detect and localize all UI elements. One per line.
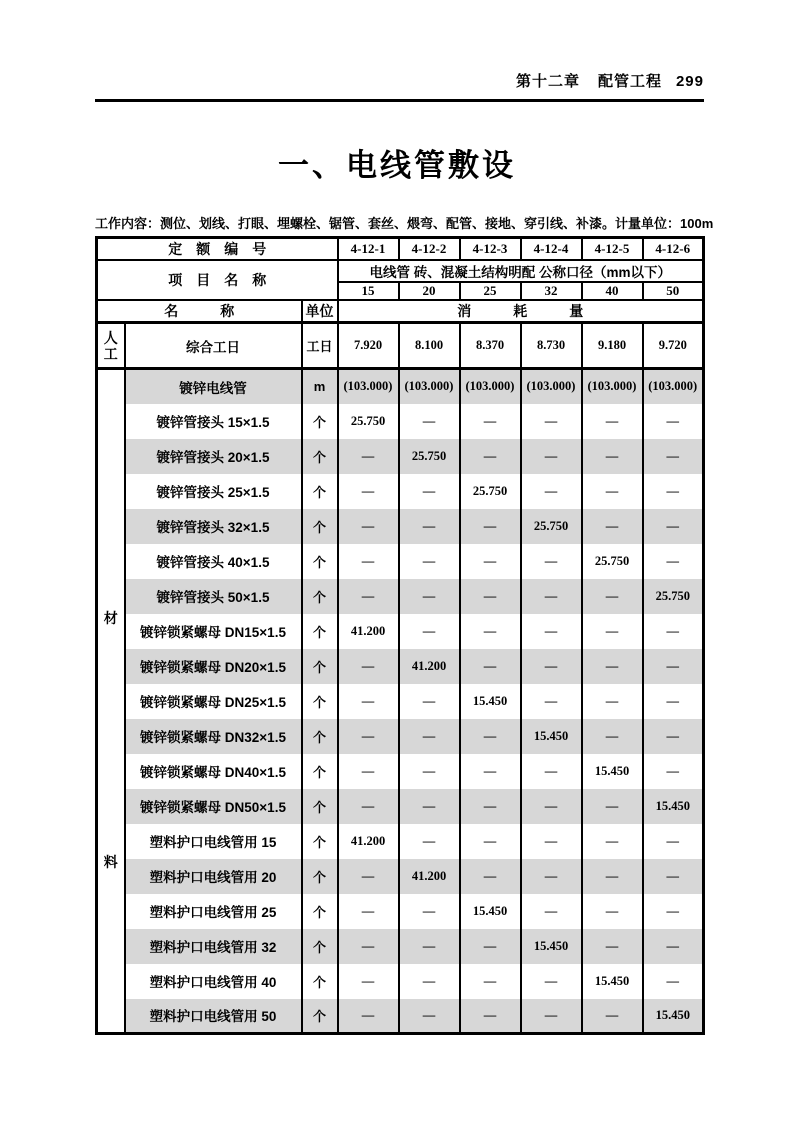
consumption-value: — bbox=[521, 649, 582, 684]
consumption-value: 15.450 bbox=[460, 894, 521, 929]
material-row bbox=[97, 684, 704, 719]
consumption-value: — bbox=[521, 964, 582, 999]
item-name: 镀锌锁紧螺母 DN25×1.5 bbox=[125, 684, 302, 719]
labor-row bbox=[97, 323, 704, 369]
consumption-value: — bbox=[460, 789, 521, 824]
material-row bbox=[97, 929, 704, 964]
consumption-value: — bbox=[521, 544, 582, 579]
item-name: 镀锌管接头 15×1.5 bbox=[125, 404, 302, 439]
consumption-value: — bbox=[338, 649, 399, 684]
diameter: 32 bbox=[521, 282, 582, 300]
consumption-value: — bbox=[338, 544, 399, 579]
material-row bbox=[97, 789, 704, 824]
consumption-value: — bbox=[643, 509, 704, 544]
consumption-value: — bbox=[338, 579, 399, 614]
diameter: 25 bbox=[460, 282, 521, 300]
diameter: 40 bbox=[582, 282, 643, 300]
item-name: 镀锌管接头 32×1.5 bbox=[125, 509, 302, 544]
consumption-value: — bbox=[582, 824, 643, 859]
consumption-value: 15.450 bbox=[582, 754, 643, 789]
category-labor: 人 工 bbox=[97, 323, 125, 369]
consumption-value: — bbox=[643, 404, 704, 439]
consumption-value: — bbox=[582, 614, 643, 649]
consumption-value: — bbox=[399, 614, 460, 649]
item-unit: 个 bbox=[302, 614, 338, 649]
consumption-value: 8.730 bbox=[521, 323, 582, 369]
quota-table bbox=[95, 236, 705, 1035]
item-name: 镀锌锁紧螺母 DN15×1.5 bbox=[125, 614, 302, 649]
consumption-value: — bbox=[399, 719, 460, 754]
consumption-value: — bbox=[521, 789, 582, 824]
consumption-value: — bbox=[643, 544, 704, 579]
consumption-value: — bbox=[643, 754, 704, 789]
material-row bbox=[97, 719, 704, 754]
material-row bbox=[97, 754, 704, 789]
material-row bbox=[97, 824, 704, 859]
consumption-value: — bbox=[521, 859, 582, 894]
consumption-value: — bbox=[338, 684, 399, 719]
item-unit: 个 bbox=[302, 404, 338, 439]
consumption-value: — bbox=[582, 719, 643, 754]
consumption-value: — bbox=[582, 859, 643, 894]
consumption-value: — bbox=[338, 754, 399, 789]
work-content: 工作内容：测位、划线、打眼、埋螺栓、锯管、套丝、煨弯、配管、接地、穿引线、补漆。 bbox=[95, 216, 616, 231]
item-name: 综合工日 bbox=[125, 323, 302, 369]
consumption-value: — bbox=[643, 894, 704, 929]
material-row bbox=[97, 509, 704, 544]
consumption-value: — bbox=[399, 684, 460, 719]
section-label: 配管工程 bbox=[597, 73, 662, 90]
material-row bbox=[97, 474, 704, 509]
consumption-value: — bbox=[521, 999, 582, 1034]
item-unit: m bbox=[302, 369, 338, 404]
page-header bbox=[95, 70, 704, 91]
consumption-value: — bbox=[643, 964, 704, 999]
category-material: 材 料 bbox=[97, 369, 125, 1034]
item-name: 镀锌锁紧螺母 DN50×1.5 bbox=[125, 789, 302, 824]
consumption-value: — bbox=[582, 684, 643, 719]
item-unit: 个 bbox=[302, 684, 338, 719]
consumption-value: — bbox=[338, 789, 399, 824]
consumption-value: 41.200 bbox=[338, 824, 399, 859]
consumption-value: — bbox=[399, 894, 460, 929]
consumption-value: — bbox=[460, 719, 521, 754]
item-name: 塑料护口电线管用 15 bbox=[125, 824, 302, 859]
consumption-value: — bbox=[643, 859, 704, 894]
unit-column-label: 单位 bbox=[302, 300, 338, 323]
consumption-value: — bbox=[521, 474, 582, 509]
consumption-value: 7.920 bbox=[338, 323, 399, 369]
consumption-value: 15.450 bbox=[521, 929, 582, 964]
consumption-value: (103.000) bbox=[643, 369, 704, 404]
consumption-value: — bbox=[643, 474, 704, 509]
consumption-value: — bbox=[521, 614, 582, 649]
item-unit: 个 bbox=[302, 649, 338, 684]
consumption-value: — bbox=[399, 964, 460, 999]
consumption-value: (103.000) bbox=[338, 369, 399, 404]
item-unit: 个 bbox=[302, 579, 338, 614]
consumption-value: — bbox=[338, 999, 399, 1034]
quota-number: 4-12-2 bbox=[399, 238, 460, 261]
consumption-value: 8.370 bbox=[460, 323, 521, 369]
item-unit: 个 bbox=[302, 474, 338, 509]
consumption-value: — bbox=[338, 859, 399, 894]
item-unit: 个 bbox=[302, 859, 338, 894]
consumption-value: — bbox=[521, 894, 582, 929]
quota-number-row bbox=[97, 238, 704, 261]
consumption-value: — bbox=[460, 579, 521, 614]
item-name: 镀锌管接头 40×1.5 bbox=[125, 544, 302, 579]
consumption-value: — bbox=[460, 964, 521, 999]
consumption-value: 15.450 bbox=[460, 684, 521, 719]
consumption-value: — bbox=[582, 894, 643, 929]
consumption-value: 15.450 bbox=[643, 789, 704, 824]
table-body bbox=[97, 323, 704, 1034]
item-unit: 个 bbox=[302, 789, 338, 824]
consumption-value: 25.750 bbox=[399, 439, 460, 474]
consumption-value: — bbox=[399, 999, 460, 1034]
material-row bbox=[97, 404, 704, 439]
consumption-value: — bbox=[338, 509, 399, 544]
item-name: 镀锌电线管 bbox=[125, 369, 302, 404]
table-header bbox=[97, 238, 704, 323]
material-row bbox=[97, 999, 704, 1034]
consumption-value: — bbox=[460, 754, 521, 789]
doc-title: 一、电线管敷设 bbox=[278, 148, 516, 183]
material-row bbox=[97, 894, 704, 929]
consumption-value: — bbox=[399, 789, 460, 824]
consumption-value: — bbox=[521, 579, 582, 614]
consumption-value: 25.750 bbox=[338, 404, 399, 439]
item-name: 塑料护口电线管用 50 bbox=[125, 999, 302, 1034]
consumption-value: 9.720 bbox=[643, 323, 704, 369]
consumption-value: — bbox=[338, 474, 399, 509]
consumption-value: — bbox=[460, 929, 521, 964]
consumption-value: 15.450 bbox=[582, 964, 643, 999]
item-name: 塑料护口电线管用 32 bbox=[125, 929, 302, 964]
consumption-value: — bbox=[643, 929, 704, 964]
consumption-value: (103.000) bbox=[582, 369, 643, 404]
consumption-value: — bbox=[582, 579, 643, 614]
quota-number: 4-12-6 bbox=[643, 238, 704, 261]
item-name: 镀锌锁紧螺母 DN32×1.5 bbox=[125, 719, 302, 754]
project-name-label: 项 目 名 称 bbox=[97, 260, 338, 300]
material-row bbox=[97, 369, 704, 404]
item-unit: 个 bbox=[302, 754, 338, 789]
diameter: 20 bbox=[399, 282, 460, 300]
consumption-value: 41.200 bbox=[399, 859, 460, 894]
item-unit: 个 bbox=[302, 894, 338, 929]
item-name: 塑料护口电线管用 20 bbox=[125, 859, 302, 894]
consumption-value: — bbox=[399, 929, 460, 964]
consumption-value: (103.000) bbox=[460, 369, 521, 404]
consumption-value: — bbox=[399, 474, 460, 509]
consumption-value: — bbox=[582, 789, 643, 824]
consumption-value: — bbox=[399, 544, 460, 579]
material-row bbox=[97, 579, 704, 614]
consumption-value: (103.000) bbox=[399, 369, 460, 404]
consumption-value: — bbox=[399, 579, 460, 614]
consumption-value: — bbox=[643, 614, 704, 649]
item-unit: 工日 bbox=[302, 323, 338, 369]
diameter: 50 bbox=[643, 282, 704, 300]
consumption-value: — bbox=[460, 999, 521, 1034]
consumption-value: 25.750 bbox=[582, 544, 643, 579]
item-unit: 个 bbox=[302, 439, 338, 474]
consumption-value: — bbox=[460, 439, 521, 474]
consumption-value: — bbox=[460, 509, 521, 544]
consumption-value: — bbox=[582, 929, 643, 964]
columns-header-row bbox=[97, 300, 704, 323]
consumption-value: — bbox=[521, 754, 582, 789]
item-unit: 个 bbox=[302, 999, 338, 1034]
spec-header-row bbox=[97, 260, 704, 282]
consumption-value: 15.450 bbox=[643, 999, 704, 1034]
diameter: 15 bbox=[338, 282, 399, 300]
item-unit: 个 bbox=[302, 964, 338, 999]
material-row bbox=[97, 614, 704, 649]
consumption-value: 25.750 bbox=[460, 474, 521, 509]
consumption-value: — bbox=[399, 509, 460, 544]
consumption-value: — bbox=[521, 439, 582, 474]
consumption-value: — bbox=[582, 404, 643, 439]
material-row bbox=[97, 859, 704, 894]
consumption-value: — bbox=[521, 684, 582, 719]
consumption-value: — bbox=[399, 824, 460, 859]
consumption-value: 25.750 bbox=[643, 579, 704, 614]
consumption-value: 8.100 bbox=[399, 323, 460, 369]
item-name: 镀锌锁紧螺母 DN40×1.5 bbox=[125, 754, 302, 789]
consumption-value: — bbox=[521, 824, 582, 859]
consumption-value: (103.000) bbox=[521, 369, 582, 404]
item-name: 塑料护口电线管用 40 bbox=[125, 964, 302, 999]
consumption-value: — bbox=[460, 859, 521, 894]
quota-no-label: 定 额 编 号 bbox=[97, 238, 338, 261]
quota-number: 4-12-3 bbox=[460, 238, 521, 261]
consumption-label: 消 耗 量 bbox=[338, 300, 704, 323]
consumption-value: — bbox=[460, 614, 521, 649]
consumption-value: — bbox=[399, 404, 460, 439]
quota-number: 4-12-4 bbox=[521, 238, 582, 261]
consumption-value: — bbox=[338, 964, 399, 999]
item-unit: 个 bbox=[302, 509, 338, 544]
page-number: 299 bbox=[675, 73, 704, 90]
consumption-value: — bbox=[521, 404, 582, 439]
quota-number: 4-12-5 bbox=[582, 238, 643, 261]
consumption-value: — bbox=[582, 474, 643, 509]
meta-row bbox=[95, 213, 714, 232]
consumption-value: — bbox=[643, 824, 704, 859]
item-name: 镀锌管接头 50×1.5 bbox=[125, 579, 302, 614]
item-unit: 个 bbox=[302, 929, 338, 964]
consumption-value: — bbox=[460, 544, 521, 579]
header-rule bbox=[95, 99, 704, 102]
consumption-value: — bbox=[338, 439, 399, 474]
consumption-value: — bbox=[582, 439, 643, 474]
consumption-value: — bbox=[338, 929, 399, 964]
chapter-label: 第十二章 bbox=[515, 73, 580, 90]
unit-note: 计量单位：100m bbox=[615, 216, 714, 231]
consumption-value: — bbox=[643, 719, 704, 754]
item-unit: 个 bbox=[302, 719, 338, 754]
consumption-value: — bbox=[460, 824, 521, 859]
consumption-value: — bbox=[399, 754, 460, 789]
quota-number: 4-12-1 bbox=[338, 238, 399, 261]
consumption-value: — bbox=[643, 649, 704, 684]
item-unit: 个 bbox=[302, 544, 338, 579]
item-name: 镀锌管接头 20×1.5 bbox=[125, 439, 302, 474]
consumption-value: — bbox=[460, 404, 521, 439]
item-unit: 个 bbox=[302, 824, 338, 859]
consumption-value: 41.200 bbox=[338, 614, 399, 649]
consumption-value: — bbox=[338, 894, 399, 929]
spec-header: 电线管 砖、混凝土结构明配 公称口径（mm以下） bbox=[338, 260, 704, 282]
item-name: 镀锌锁紧螺母 DN20×1.5 bbox=[125, 649, 302, 684]
consumption-value: — bbox=[582, 649, 643, 684]
consumption-value: 25.750 bbox=[521, 509, 582, 544]
name-column-label: 名 称 bbox=[97, 300, 302, 323]
consumption-value: — bbox=[582, 509, 643, 544]
item-name: 镀锌管接头 25×1.5 bbox=[125, 474, 302, 509]
consumption-value: — bbox=[643, 684, 704, 719]
consumption-value: 9.180 bbox=[582, 323, 643, 369]
consumption-value: 41.200 bbox=[399, 649, 460, 684]
material-row bbox=[97, 439, 704, 474]
consumption-value: — bbox=[643, 439, 704, 474]
consumption-value: — bbox=[582, 999, 643, 1034]
material-row bbox=[97, 544, 704, 579]
material-row bbox=[97, 649, 704, 684]
consumption-value: — bbox=[460, 649, 521, 684]
material-row bbox=[97, 964, 704, 999]
consumption-value: 15.450 bbox=[521, 719, 582, 754]
item-name: 塑料护口电线管用 25 bbox=[125, 894, 302, 929]
consumption-value: — bbox=[338, 719, 399, 754]
